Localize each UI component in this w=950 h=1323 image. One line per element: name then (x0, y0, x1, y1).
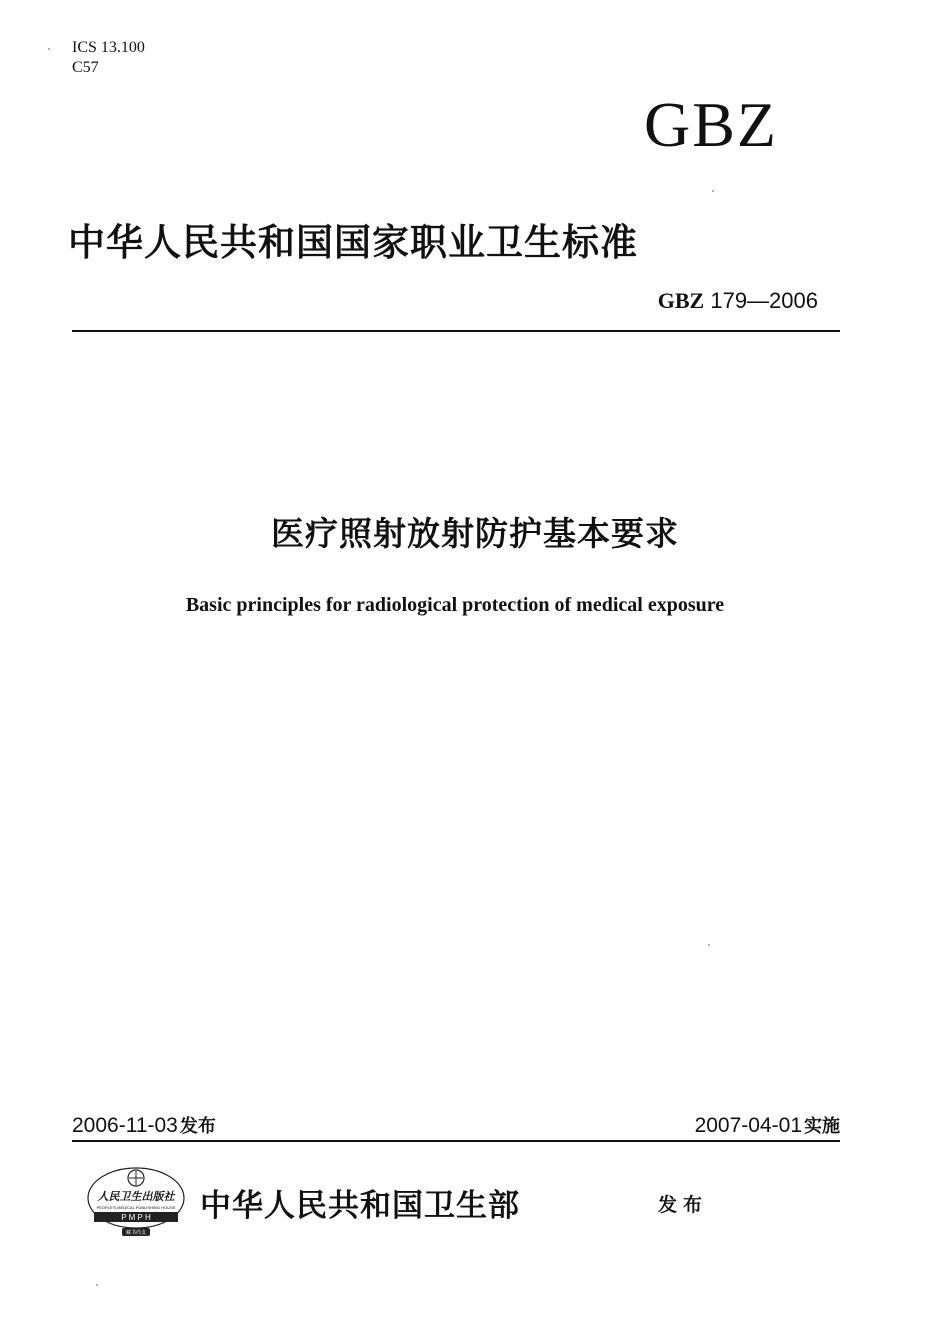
logo-name-en: PEOPLE'S MEDICAL PUBLISHING HOUSE (96, 1205, 176, 1210)
logo-name-cn: 人民卫生出版社 (97, 1190, 175, 1203)
document-title-english: Basic principles for radiological protection of medical exposure (185, 594, 725, 616)
ccs-code: C57 (72, 59, 99, 76)
implementation-date-label: 实施 (804, 1116, 840, 1137)
header-divider (72, 330, 840, 332)
standard-category: 中华人民共和国国家职业卫生标准 (68, 221, 638, 264)
issue-date (72, 1112, 216, 1138)
issuing-action: 发布 (658, 1194, 709, 1216)
standard-code-large: GBZ (644, 89, 778, 160)
standard-number-prefix: GBZ (657, 288, 705, 313)
scan-speck (48, 48, 50, 50)
ics-code: ICS 13.100 (72, 39, 145, 56)
classification-codes (72, 38, 145, 78)
logo-badge: 藏书尚支 (125, 1230, 147, 1236)
implementation-date-value: 2007-04-01 (694, 1114, 802, 1137)
standard-number (658, 288, 818, 314)
scan-speck (708, 944, 710, 946)
scan-speck (712, 190, 714, 192)
scan-speck (96, 1284, 98, 1286)
issue-date-label: 发布 (179, 1116, 216, 1137)
logo-letters: P M P H (121, 1213, 151, 1222)
issue-date-value: 2006-11-03 (72, 1114, 178, 1137)
publisher-logo-icon (82, 1162, 190, 1244)
issuing-authority: 中华人民共和国卫生部 (200, 1188, 520, 1224)
footer-divider (72, 1140, 840, 1142)
implementation-date (695, 1112, 840, 1138)
document-title-chinese: 医疗照射放射防护基本要求 (271, 514, 679, 553)
standard-number-value: 179—2006 (710, 288, 818, 313)
